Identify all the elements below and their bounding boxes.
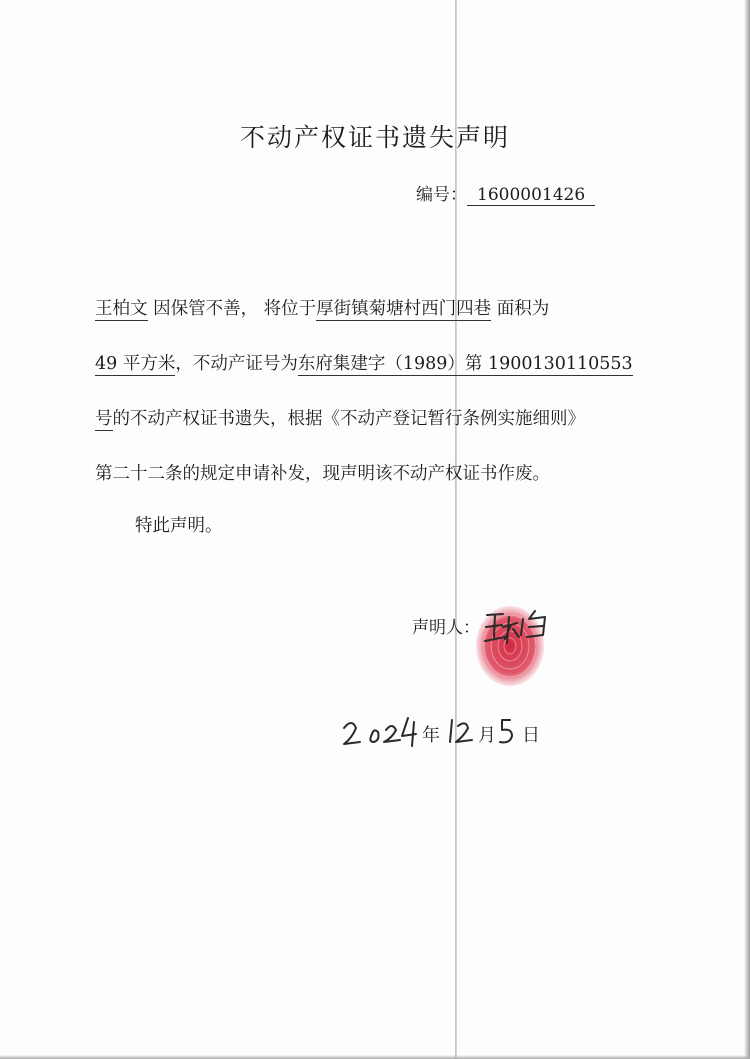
handwritten-signature — [483, 605, 563, 650]
certificate-number: 东府集建字（1989）第 1900130110553 — [297, 354, 633, 374]
number-value: 1600001426 — [467, 185, 595, 206]
year-char: 年 — [422, 725, 440, 746]
owner-name: 王柏文 — [95, 299, 148, 319]
day-char: 日 — [522, 725, 540, 746]
area-label: 面积为 — [496, 299, 550, 319]
scan-edge-bottom — [0, 1055, 750, 1059]
body-line-1 — [95, 295, 549, 320]
certificate-suffix: 号 — [95, 409, 113, 429]
body-text-3: 的不动产权证书遗失，根据《不动产登记暂行条例实施细则》 — [112, 409, 585, 429]
declarant-label: 声明人： — [412, 618, 480, 638]
body-line-3 — [95, 405, 585, 430]
text-after-area: ，不动产证号为 — [175, 354, 298, 374]
scan-fold-line — [455, 0, 457, 1059]
area-value: 49 平方米 — [95, 354, 176, 374]
closing-statement: 特此声明。 — [135, 516, 223, 536]
text-after-owner: 因保管不善， 将位于 — [153, 299, 317, 319]
number-label: 编号： — [416, 185, 467, 205]
scan-edge-right — [744, 0, 750, 1059]
document-title: 不动产权证书遗失声明 — [239, 123, 510, 152]
body-line-2 — [95, 350, 633, 375]
body-line-4: 第二十二条的规定申请补发，现声明该不动产权证书作废。 — [95, 464, 550, 484]
property-location: 厚街镇菊塘村西门四巷 — [316, 299, 492, 319]
date-row — [342, 712, 562, 752]
document-number-row — [416, 180, 595, 206]
month-char: 月 — [478, 725, 496, 746]
